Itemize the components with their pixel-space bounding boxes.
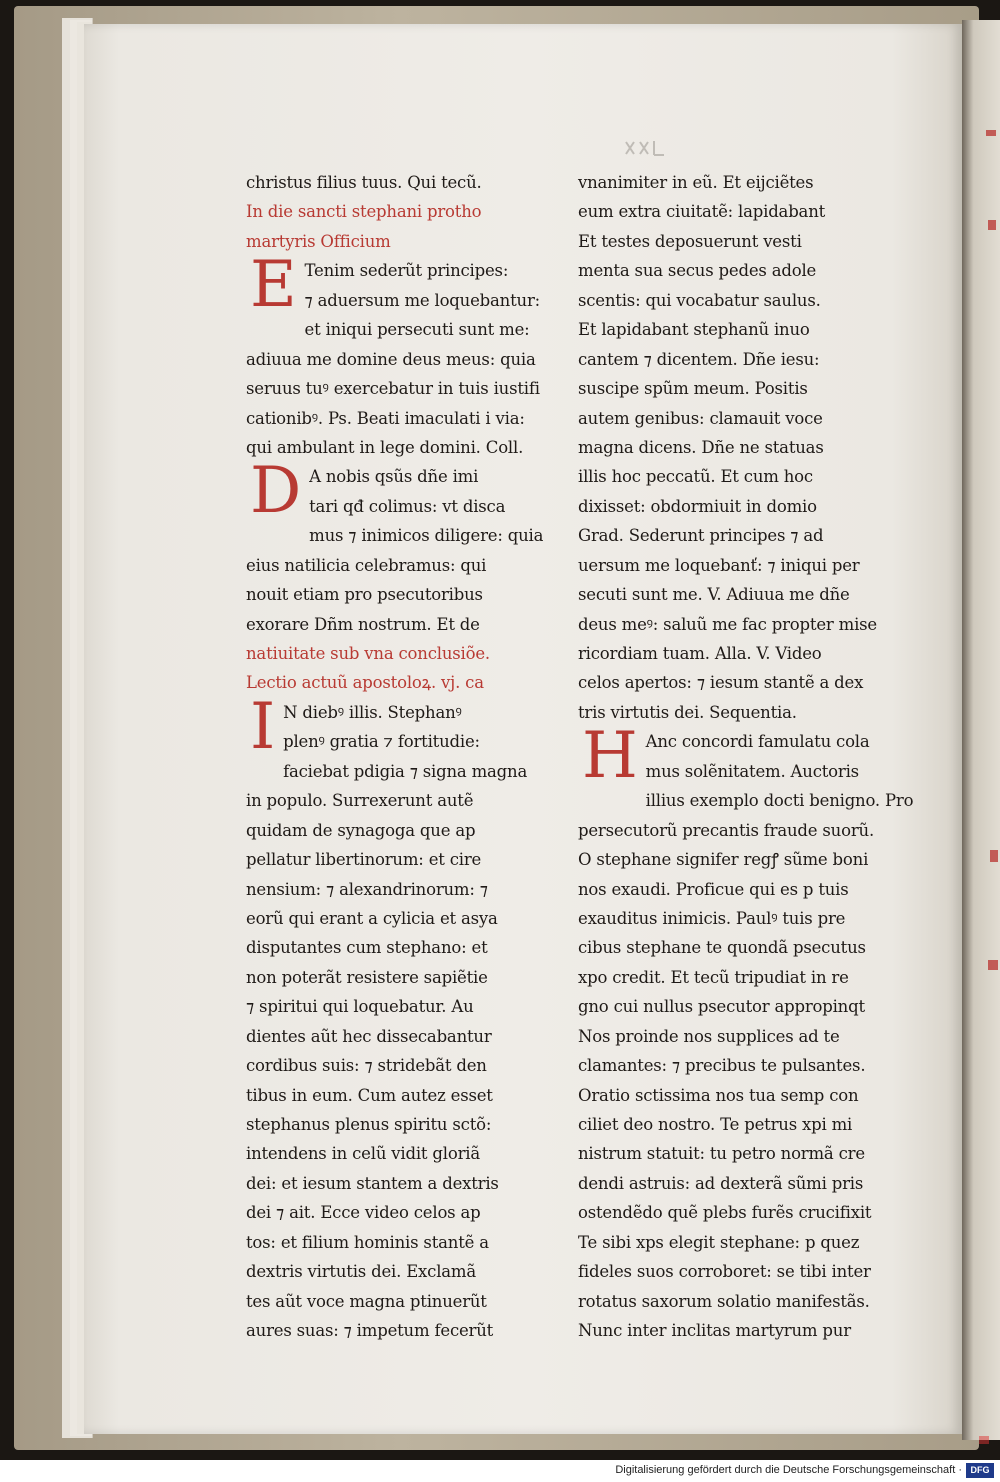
text-line (578, 1198, 888, 1227)
text-line (578, 551, 888, 580)
text-line-content: Grad. Sederunt principes ⁊ ad (578, 526, 824, 546)
text-line-content: autem genibus: clamauit voce (578, 408, 823, 428)
text-line-content: illis hoc peccatũ. Et cum hoc (578, 467, 813, 487)
text-line-content: suscipe spũm meum. Positis (578, 379, 808, 399)
text-line (246, 933, 558, 962)
text-line (246, 668, 558, 697)
text-line-content: persecutorũ precantis fraude suorũ. (578, 820, 874, 840)
text-line (578, 904, 888, 933)
text-line-content: magna dicens. Dñe ne statuas (578, 437, 824, 457)
text-line (578, 668, 888, 697)
decorated-initial: H (582, 719, 638, 794)
text-line-content: eius natilicia celebramus: qui (246, 555, 487, 575)
text-line-content: qui ambulant in lege domini. Coll. (246, 437, 524, 457)
text-line-content: disputantes cum stephano: et (246, 938, 488, 958)
text-line (578, 374, 888, 403)
text-line (246, 433, 558, 462)
text-line (246, 1169, 558, 1198)
text-line (246, 1198, 558, 1227)
text-line (578, 610, 888, 639)
text-line (578, 1139, 888, 1168)
text-line (578, 580, 888, 609)
text-line-content: mus ⁊ inimicos diligere: quia (309, 526, 544, 546)
text-line (578, 1287, 888, 1316)
text-line-content: plenꝰ gratia ⁊ fortitudie: (283, 732, 480, 752)
text-line (578, 492, 888, 521)
text-line-content: ciliet deo nostro. Te petrus xpi mi (578, 1115, 853, 1134)
text-line (246, 992, 558, 1021)
text-line (578, 286, 888, 315)
color-bar-marker (979, 1436, 989, 1444)
text-line-content: illius exemplo docti benigno. Pro (645, 791, 914, 811)
facing-page-rubric (986, 130, 996, 136)
decorated-initial: D (250, 454, 302, 529)
text-line-content: seruus tuꝰ exercebatur in tuis iustifi (246, 379, 540, 399)
text-line (246, 727, 558, 756)
text-line (578, 845, 888, 874)
text-line-content: N diebꝰ illis. Stephanꝰ (283, 702, 462, 722)
text-line-content: cordibus suis: ⁊ stridebãt den (246, 1056, 487, 1076)
text-line (246, 197, 558, 226)
text-line (246, 963, 558, 992)
text-line-content: ⁊ aduersum me loquebantur: (304, 290, 540, 310)
text-line-content: Nunc inter inclitas martyrum pur (578, 1321, 851, 1341)
text-line-content: faciebat pdigia ⁊ signa magna (283, 761, 528, 781)
text-line (246, 1110, 558, 1139)
text-line (246, 1287, 558, 1316)
text-line-content: In die sancti stephani protho (246, 202, 482, 222)
text-line (246, 816, 558, 845)
text-line (578, 698, 888, 727)
text-line (578, 345, 888, 374)
text-line-content: Oratio sctissima nos tua semp con (578, 1085, 859, 1105)
text-line-content: adiuua me domine deus meus: quia (246, 349, 536, 369)
text-line (578, 1051, 888, 1080)
text-line-content: exauditus inimicis. Paulꝰ tuis pre (578, 908, 846, 928)
text-line (578, 1257, 888, 1286)
text-line-content: Nos proinde nos supplices ad te (578, 1026, 840, 1046)
text-line (578, 197, 888, 226)
text-line (246, 404, 558, 433)
text-line-content: ostendẽdo quẽ plebs furẽs crucifixit (578, 1203, 872, 1223)
text-column-left (246, 168, 558, 1346)
footer-bar (0, 1460, 1000, 1482)
text-line (246, 875, 558, 904)
text-line-content: Te sibi xps elegit stephane: p quez (578, 1232, 860, 1252)
text-line (578, 462, 888, 491)
folio-number-faint (624, 138, 668, 158)
text-line-content: cationibꝰ. Ps. Beati imaculati i via: (246, 408, 525, 428)
text-line-content: intendens in celũ vidit gloriã (246, 1144, 480, 1164)
text-line-content: Lectio actuũ apostoloꝝ. vj. ca (246, 673, 484, 693)
text-line (246, 227, 558, 256)
text-line-content: christus filius tuus. Qui tecũ. (246, 173, 482, 192)
text-line-content: gno cui nullus psecutor appropinqt (578, 997, 865, 1017)
text-line (578, 875, 888, 904)
text-line-content: vnanimiter in eũ. Et eijciẽtes (578, 173, 814, 192)
text-line-content: ricordiam tuam. Alla. V. Video (578, 644, 822, 663)
text-line-content: tes aũt voce magna ptinuerũt (246, 1291, 487, 1311)
text-line-content: nouit etiam pro psecutoribus (246, 585, 483, 605)
facing-page-rubric (990, 850, 998, 862)
text-line (578, 963, 888, 992)
facing-page-edge (962, 20, 1000, 1440)
text-line-content: clamantes: ⁊ precibus te pulsantes. (578, 1056, 866, 1076)
text-line-content: rotatus saxorum solatio manifestãs. (578, 1291, 870, 1311)
text-line-content: nos exaudi. Proficue qui es p tuis (578, 879, 849, 899)
text-line-content: tos: et filium hominis stantẽ a (246, 1232, 489, 1252)
facing-page-rubric (988, 960, 998, 970)
text-line-content: dextris virtutis dei. Exclamã (246, 1262, 476, 1282)
text-line (246, 168, 558, 197)
decorated-initial: E (250, 248, 297, 323)
text-line (578, 256, 888, 285)
text-line (578, 1316, 888, 1345)
text-line-content: celos apertos: ⁊ iesum stantẽ a dex (578, 673, 864, 693)
text-line (246, 1022, 558, 1051)
text-line (246, 1316, 558, 1345)
text-line-content: O stephane signifer regꝭ sũme boni (578, 850, 869, 870)
dfg-logo: DFG (966, 1463, 994, 1478)
footer-credit: Digitalisierung gefördert durch die Deutsche Forschungsgemeinschaft · (615, 1464, 962, 1476)
text-line-content: dixisset: obdormiuit in domio (578, 496, 817, 516)
text-line (246, 1139, 558, 1168)
text-line-content: eorũ qui erant a cylicia et asya (246, 908, 498, 928)
text-line (246, 904, 558, 933)
text-line-content: Tenim sederũt principes: (304, 261, 509, 281)
text-line-content: et iniqui persecuti sunt me: (304, 320, 530, 340)
text-line (246, 1051, 558, 1080)
text-line-content: scentis: qui vocabatur saulus. (578, 290, 821, 310)
text-line (578, 1169, 888, 1198)
text-line-content: uersum me loquebanť: ⁊ iniqui per (578, 555, 860, 575)
text-line-content: dientes aũt hec dissecabantur (246, 1026, 492, 1046)
text-line (246, 757, 558, 786)
text-line-content: tari qđ colimus: vt disca (309, 496, 506, 516)
text-line-content: eum extra ciuitatẽ: lapidabant (578, 202, 826, 222)
text-line-content: dendi astruis: ad dexterã sũmi pris (578, 1173, 864, 1193)
text-line-content: martyris Officium (246, 231, 391, 251)
text-line-content: dei ⁊ ait. Ecce video celos ap (246, 1203, 481, 1223)
text-line (578, 433, 888, 462)
text-line (246, 1081, 558, 1110)
text-line-content: tibus in eum. Cum autez esset (246, 1085, 493, 1105)
text-line (578, 1081, 888, 1110)
text-line (578, 1110, 888, 1139)
text-line-content: stephanus plenus spiritu sctõ: (246, 1115, 492, 1134)
text-line-content: A nobis qsũs dñe imi (309, 467, 479, 487)
text-line-content: mus solẽnitatem. Auctoris (645, 761, 859, 781)
text-line-content: in populo. Surrexerunt autẽ (246, 791, 474, 811)
text-line-content: Anc concordi famulatu cola (645, 732, 870, 752)
text-line (246, 639, 558, 668)
facing-page-rubric (988, 220, 996, 230)
text-line (246, 845, 558, 874)
text-line-content: fideles suos corroboret: se tibi inter (578, 1262, 871, 1282)
text-line (578, 992, 888, 1021)
text-line (578, 168, 888, 197)
text-line-content: Et testes deposuerunt vesti (578, 231, 802, 251)
text-line-content: natiuitate sub vna conclusiõe. (246, 644, 490, 663)
text-line-content: Et lapidabant stephanũ inuo (578, 320, 810, 340)
text-line-content: nensium: ⁊ alexandrinorum: ⁊ (246, 879, 488, 899)
text-line-content: quidam de synagoga que ap (246, 820, 476, 840)
text-line (578, 315, 888, 344)
text-line (246, 374, 558, 403)
text-line (246, 551, 558, 580)
text-line (246, 580, 558, 609)
text-line (578, 1022, 888, 1051)
text-line-content: deus meꝰ: saluũ me fac propter mise (578, 614, 877, 634)
text-column-right (578, 168, 914, 1346)
text-line-content: dei: et iesum stantem a dextris (246, 1173, 499, 1193)
text-line (578, 639, 888, 668)
text-line-content: menta sua secus pedes adole (578, 261, 817, 281)
text-line (578, 1228, 888, 1257)
text-line-content: aures suas: ⁊ impetum fecerũt (246, 1321, 494, 1341)
text-line-content: non poterãt resistere sapiẽtie (246, 967, 488, 987)
text-line (246, 1257, 558, 1286)
text-line-content: xpo credit. Et tecũ tripudiat in re (578, 967, 849, 987)
text-line (246, 786, 558, 815)
decorated-initial: I (250, 689, 276, 764)
text-line-content: exorare Dñm nostrum. Et de (246, 614, 480, 634)
text-line (246, 345, 558, 374)
text-line-content: cibus stephane te quondã psecutus (578, 938, 866, 958)
text-line (578, 816, 888, 845)
text-line-content: nistrum statuit: tu petro normã cre (578, 1144, 865, 1164)
text-line-content: ⁊ spiritui qui loquebatur. Au (246, 997, 474, 1017)
text-line-content: tris virtutis dei. Sequentia. (578, 702, 797, 722)
text-line-content: cantem ⁊ dicentem. Dñe iesu: (578, 349, 820, 369)
text-line (578, 521, 888, 550)
text-line (246, 1228, 558, 1257)
text-line (578, 227, 888, 256)
text-line (578, 933, 888, 962)
text-line (246, 610, 558, 639)
text-line (578, 404, 888, 433)
text-line-content: secuti sunt me. V. Adiuua me dñe (578, 585, 850, 605)
text-line-content: pellatur libertinorum: et cire (246, 850, 482, 870)
